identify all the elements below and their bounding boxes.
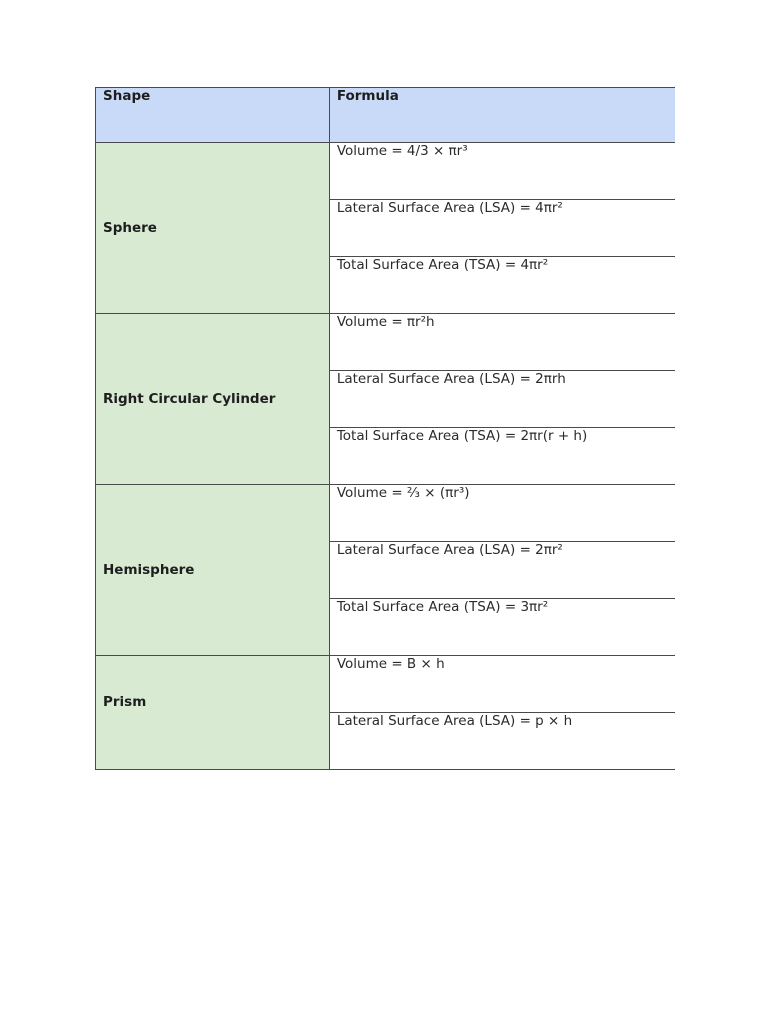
table-row bbox=[96, 143, 676, 200]
formula-cell: Total Surface Area (TSA) = 4πr² bbox=[329, 257, 675, 314]
formula-cell: Volume = ⅔ × (πr³) bbox=[329, 485, 675, 542]
formula-cell: Volume = 4/3 × πr³ bbox=[329, 143, 675, 200]
formula-cell: Volume = πr²h bbox=[329, 314, 675, 371]
table-header-row bbox=[96, 88, 676, 143]
formula-table bbox=[95, 87, 675, 770]
formula-cell: Lateral Surface Area (LSA) = 2πr² bbox=[329, 542, 675, 599]
header-shape: Shape bbox=[96, 88, 330, 143]
table-row bbox=[96, 485, 676, 542]
shape-cell-prism: Prism bbox=[96, 656, 330, 770]
header-formula: Formula bbox=[329, 88, 675, 143]
formula-cell: Lateral Surface Area (LSA) = 4πr² bbox=[329, 200, 675, 257]
table-row bbox=[96, 656, 676, 713]
formula-cell: Lateral Surface Area (LSA) = p × h bbox=[329, 713, 675, 770]
formula-cell: Total Surface Area (TSA) = 3πr² bbox=[329, 599, 675, 656]
table-row bbox=[96, 314, 676, 371]
shape-cell-hemisphere: Hemisphere bbox=[96, 485, 330, 656]
formula-cell: Total Surface Area (TSA) = 2πr(r + h) bbox=[329, 428, 675, 485]
formula-cell: Lateral Surface Area (LSA) = 2πrh bbox=[329, 371, 675, 428]
formula-cell: Volume = B × h bbox=[329, 656, 675, 713]
shape-cell-cylinder: Right Circular Cylinder bbox=[96, 314, 330, 485]
shape-cell-sphere: Sphere bbox=[96, 143, 330, 314]
